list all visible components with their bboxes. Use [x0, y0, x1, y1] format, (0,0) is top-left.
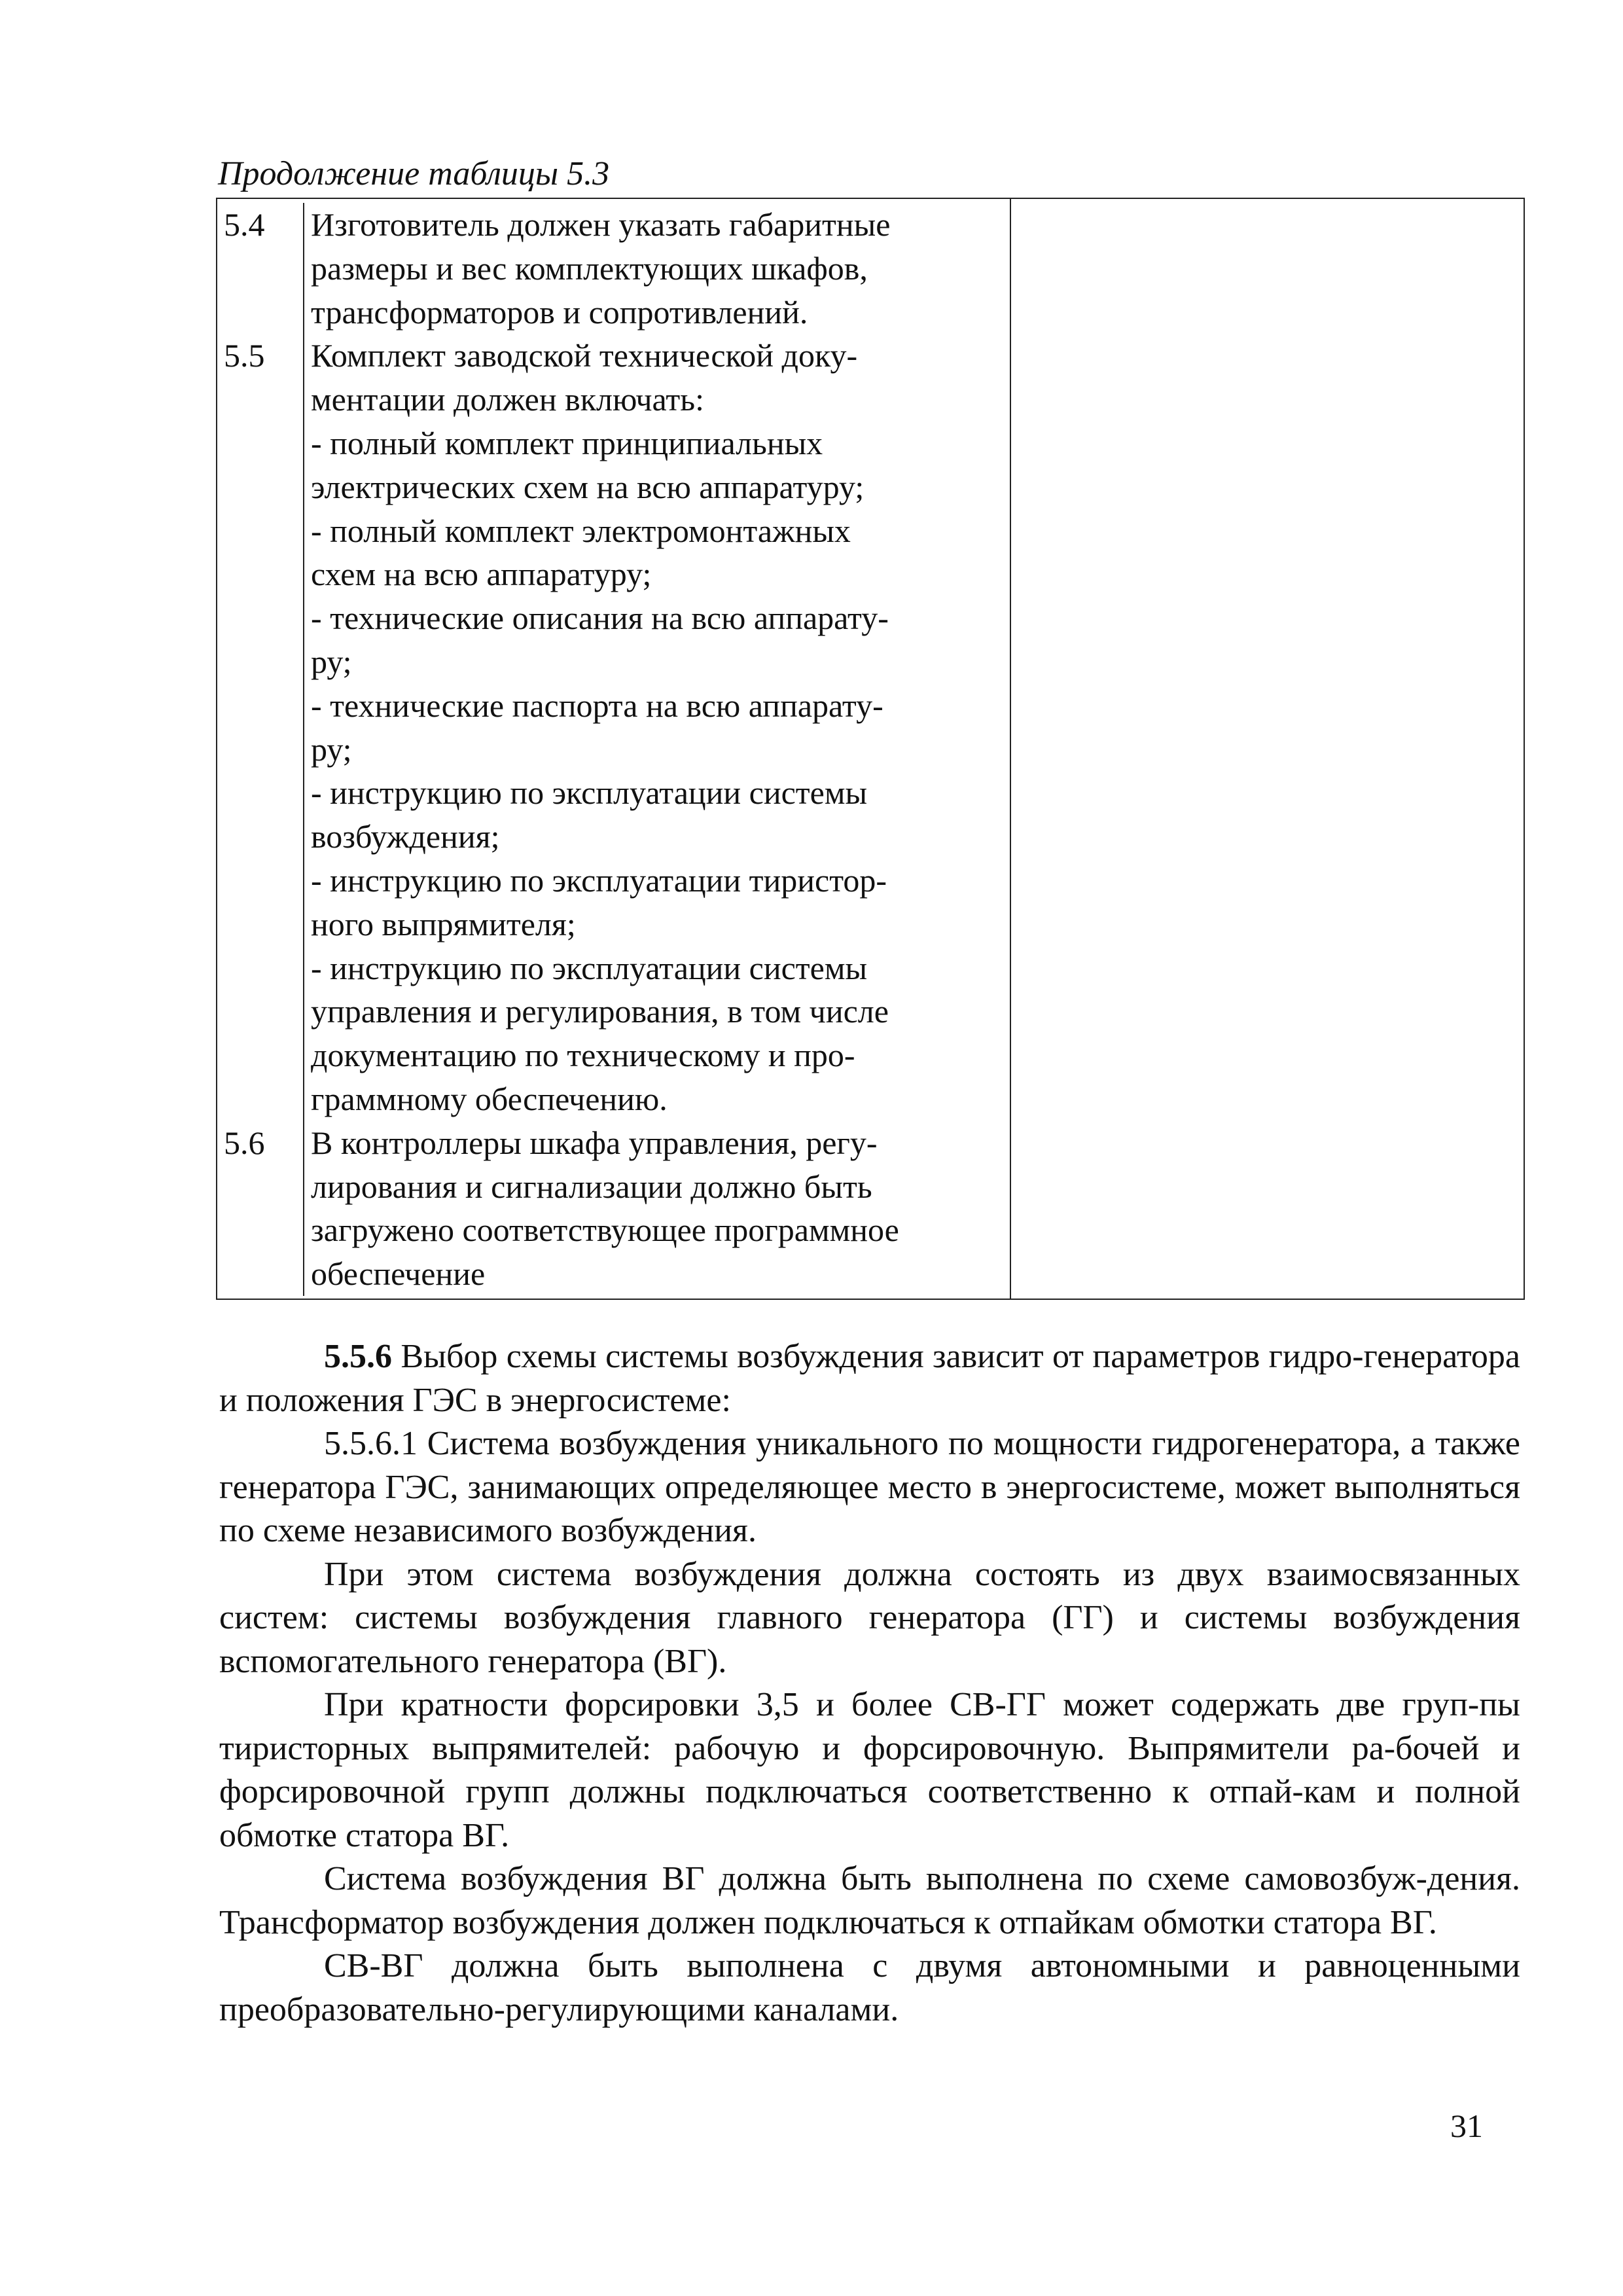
- item-line: обеспечение: [311, 1255, 486, 1293]
- item-line: - полный комплект принципиальных: [311, 424, 823, 461]
- body-text: [219, 1335, 1520, 2032]
- item-line: - полный комплект электромонтажных: [311, 512, 851, 549]
- item-line: электрических схем на всю аппаратуру;: [311, 468, 865, 505]
- paragraph: [219, 1335, 1520, 1422]
- page-number: 31: [1450, 2108, 1483, 2144]
- item-line: - инструкцию по эксплуатации тиристор-: [311, 861, 887, 899]
- item-number: 5.4: [224, 206, 265, 243]
- list-item: [217, 1121, 1010, 1296]
- item-line: - инструкцию по эксплуатации системы: [311, 774, 868, 812]
- list-item: [217, 203, 1010, 334]
- paragraph: При кратности форсировки 3,5 и более СВ-ГГ может содержать две груп-пы тиристорных выпрямителей: рабочую и форсировочную. Выпрямители ра-бочей и форсировочной групп должны подключаться соответственно к отпай-кам и полной обмотке статора ВГ.: [219, 1686, 1520, 1854]
- table-row: [217, 198, 1524, 1299]
- item-line: возбуждения;: [311, 818, 500, 855]
- item-line: ру;: [311, 643, 352, 680]
- item-number: 5.5: [224, 337, 265, 374]
- item-line: - технические паспорта на всю аппарату-: [311, 687, 883, 724]
- item-line: размеры и вес комплектующих шкафов,: [311, 249, 868, 287]
- item-line: Изготовитель должен указать габаритные: [311, 206, 891, 243]
- item-line: ментации должен включать:: [311, 381, 704, 418]
- table-cell-items: [217, 198, 1010, 1299]
- section-number: 5.5.6: [324, 1338, 392, 1375]
- table-caption: Продолжение таблицы 5.3: [218, 155, 610, 192]
- item-line: ного выпрямителя;: [311, 905, 576, 942]
- item-line: ру;: [311, 730, 352, 768]
- item-line: загружено соответствующее программное: [311, 1211, 899, 1249]
- item-text: [303, 1121, 906, 1296]
- item-line: лирования и сигнализации должно быть: [311, 1168, 872, 1205]
- item-text: [303, 334, 895, 1121]
- item-line: В контроллеры шкафа управления, регу-: [311, 1124, 878, 1161]
- paragraph: При этом система возбуждения должна состоять из двух взаимосвязанных систем: системы возбуждения главного генератора (ГГ) и системы возбуждения вспомогательного генератора (ВГ).: [219, 1555, 1520, 1680]
- paragraph: СВ-ВГ должна быть выполнена с двумя автономными и равноценными преобразовательно-регулирующими каналами.: [219, 1947, 1520, 2028]
- item-line: - инструкцию по эксплуатации системы: [311, 949, 868, 986]
- item-line: документацию по техническому и про-: [311, 1037, 855, 1074]
- paragraph: Система возбуждения ВГ должна быть выполнена по схеме самовозбуж-дения. Трансформатор возбуждения должен подключаться к отпайкам обмотки статора ВГ.: [219, 1860, 1520, 1941]
- item-number: 5.6: [224, 1124, 265, 1161]
- item-line: трансформаторов и сопротивлений.: [311, 293, 808, 331]
- item-line: граммному обеспечению.: [311, 1080, 668, 1117]
- table-cell-empty: [1010, 198, 1524, 1299]
- item-line: - технические описания на всю аппарату-: [311, 600, 889, 637]
- item-line: управления и регулирования, в том числе: [311, 993, 889, 1030]
- item-text: [303, 203, 897, 334]
- requirements-table: [216, 198, 1525, 1300]
- item-line: схем на всю аппаратуру;: [311, 556, 652, 593]
- list-item: [217, 334, 1010, 1121]
- paragraph-text: Выбор схемы системы возбуждения зависит от параметров гидро-генератора и положения ГЭС в энергосистеме:: [219, 1338, 1520, 1419]
- item-line: Комплект заводской технической доку-: [311, 337, 858, 374]
- paragraph: 5.5.6.1 Система возбуждения уникального по мощности гидрогенератора, а также генератора ГЭС, занимающих определяющее место в энергосистеме, может выполняться по схеме независимого возбуждения.: [219, 1425, 1520, 1549]
